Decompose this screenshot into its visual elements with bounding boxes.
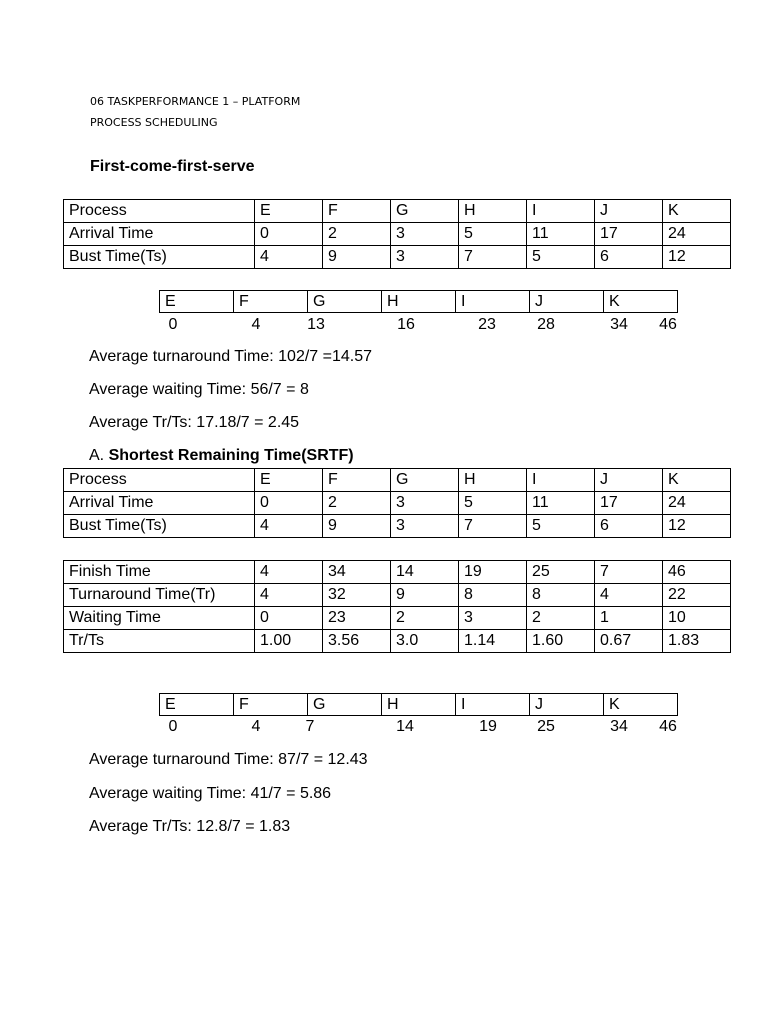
row-label-cell: Process <box>64 469 255 492</box>
table-cell: 12 <box>663 515 731 538</box>
gantt-process-cell: J <box>530 291 604 313</box>
gantt-process-cell: E <box>160 291 234 313</box>
table-cell: H <box>459 200 527 223</box>
row-label-cell: Bust Time(Ts) <box>64 515 255 538</box>
srtf-results-row <box>64 561 731 584</box>
srtf-table-body <box>64 469 731 538</box>
fcfs-table-row <box>64 246 731 269</box>
table-cell: 1.60 <box>527 630 595 653</box>
table-cell: F <box>323 469 391 492</box>
table-cell: F <box>323 200 391 223</box>
gantt-time-tick: 16 <box>397 316 415 333</box>
table-cell: 34 <box>323 561 391 584</box>
gantt-time-tick: 7 <box>305 718 315 735</box>
gantt-time-tick: 28 <box>537 316 555 333</box>
table-cell: 22 <box>663 584 731 607</box>
srtf-table-row <box>64 515 731 538</box>
gantt-process-cell: G <box>308 694 382 716</box>
table-cell: 19 <box>459 561 527 584</box>
table-cell: 5 <box>459 492 527 515</box>
gantt-process-cell: F <box>234 291 308 313</box>
table-cell: 3 <box>391 492 459 515</box>
row-label-cell: Arrival Time <box>64 492 255 515</box>
srtf-gantt-chart <box>159 693 678 716</box>
table-cell: 3 <box>391 223 459 246</box>
fcfs-process-table <box>63 199 731 269</box>
gantt-time-tick: 46 <box>659 316 677 333</box>
table-cell: 4 <box>595 584 663 607</box>
table-cell: G <box>391 469 459 492</box>
fcfs-avg-turnaround: Average turnaround Time: 102/7 =14.57 <box>89 348 373 365</box>
gantt-time-tick: 34 <box>610 316 628 333</box>
srtf-avg-turnaround: Average turnaround Time: 87/7 = 12.43 <box>89 751 368 768</box>
table-cell: 9 <box>323 515 391 538</box>
gantt-process-cell: F <box>234 694 308 716</box>
table-cell: 24 <box>663 492 731 515</box>
table-cell: 2 <box>391 607 459 630</box>
srtf-heading-prefix: A. <box>89 447 109 464</box>
table-cell: 8 <box>527 584 595 607</box>
row-label-cell: Tr/Ts <box>64 630 255 653</box>
table-cell: 3.56 <box>323 630 391 653</box>
table-cell: K <box>663 469 731 492</box>
table-cell: 25 <box>527 561 595 584</box>
gantt-process-cell: H <box>382 291 456 313</box>
table-cell: I <box>527 469 595 492</box>
table-cell: 11 <box>527 492 595 515</box>
table-cell: 3 <box>391 246 459 269</box>
gantt-process-cell: J <box>530 694 604 716</box>
table-cell: J <box>595 469 663 492</box>
gantt-process-cell: I <box>456 694 530 716</box>
table-cell: 7 <box>459 246 527 269</box>
gantt-process-cell: H <box>382 694 456 716</box>
table-cell: 23 <box>323 607 391 630</box>
table-cell: 17 <box>595 223 663 246</box>
srtf-table-row <box>64 492 731 515</box>
table-cell: 0 <box>255 223 323 246</box>
table-cell: E <box>255 200 323 223</box>
table-cell: 1.00 <box>255 630 323 653</box>
table-cell: 46 <box>663 561 731 584</box>
gantt-time-tick: 0 <box>168 316 178 333</box>
gantt-time-tick: 19 <box>479 718 497 735</box>
gantt-time-tick: 23 <box>478 316 496 333</box>
table-cell: 6 <box>595 515 663 538</box>
table-cell: G <box>391 200 459 223</box>
table-cell: 10 <box>663 607 731 630</box>
table-cell: 0.67 <box>595 630 663 653</box>
document-header-line1: 06 TASKPERFORMANCE 1 – PLATFORM <box>90 95 301 108</box>
srtf-results-row <box>64 607 731 630</box>
table-cell: 0 <box>255 492 323 515</box>
table-cell: 3 <box>391 515 459 538</box>
gantt-time-tick: 0 <box>168 718 178 735</box>
table-cell: 4 <box>255 515 323 538</box>
srtf-avg-trts: Average Tr/Ts: 12.8/7 = 1.83 <box>89 818 291 835</box>
table-cell: 4 <box>255 246 323 269</box>
gantt-process-cell: K <box>604 694 678 716</box>
gantt-time-tick: 25 <box>537 718 555 735</box>
table-cell: 8 <box>459 584 527 607</box>
srtf-heading <box>89 447 354 465</box>
gantt-process-cell: I <box>456 291 530 313</box>
srtf-avg-waiting: Average waiting Time: 41/7 = 5.86 <box>89 785 332 802</box>
fcfs-avg-trts: Average Tr/Ts: 17.18/7 = 2.45 <box>89 414 300 431</box>
srtf-results-row <box>64 630 731 653</box>
fcfs-heading: First-come-first-serve <box>90 158 255 175</box>
table-cell: 5 <box>527 246 595 269</box>
table-cell: 7 <box>459 515 527 538</box>
table-cell: 2 <box>323 492 391 515</box>
table-cell: 4 <box>255 561 323 584</box>
gantt-process-cell: G <box>308 291 382 313</box>
fcfs-table-body <box>64 200 731 269</box>
table-cell: 32 <box>323 584 391 607</box>
fcfs-gantt-row <box>160 291 678 313</box>
row-label-cell: Waiting Time <box>64 607 255 630</box>
table-cell: 12 <box>663 246 731 269</box>
gantt-time-tick: 4 <box>251 718 261 735</box>
row-label-cell: Process <box>64 200 255 223</box>
table-cell: K <box>663 200 731 223</box>
srtf-results-table <box>63 560 731 653</box>
table-cell: 2 <box>323 223 391 246</box>
fcfs-gantt-chart <box>159 290 678 313</box>
table-cell: 1.14 <box>459 630 527 653</box>
table-cell: 1 <box>595 607 663 630</box>
row-label-cell: Turnaround Time(Tr) <box>64 584 255 607</box>
srtf-table-row <box>64 469 731 492</box>
fcfs-table-row <box>64 223 731 246</box>
table-cell: 5 <box>459 223 527 246</box>
srtf-process-table <box>63 468 731 538</box>
gantt-time-tick: 4 <box>251 316 261 333</box>
table-cell: 2 <box>527 607 595 630</box>
table-cell: 6 <box>595 246 663 269</box>
table-cell: H <box>459 469 527 492</box>
table-cell: 5 <box>527 515 595 538</box>
gantt-process-cell: E <box>160 694 234 716</box>
table-cell: J <box>595 200 663 223</box>
gantt-process-cell: K <box>604 291 678 313</box>
row-label-cell: Bust Time(Ts) <box>64 246 255 269</box>
fcfs-table-row <box>64 200 731 223</box>
row-label-cell: Arrival Time <box>64 223 255 246</box>
srtf-results-body <box>64 561 731 653</box>
table-cell: 9 <box>391 584 459 607</box>
table-cell: 0 <box>255 607 323 630</box>
srtf-heading-title: Shortest Remaining Time(SRTF) <box>108 447 354 464</box>
gantt-time-tick: 13 <box>307 316 325 333</box>
table-cell: 1.83 <box>663 630 731 653</box>
table-cell: E <box>255 469 323 492</box>
table-cell: 3.0 <box>391 630 459 653</box>
table-cell: 9 <box>323 246 391 269</box>
table-cell: 11 <box>527 223 595 246</box>
table-cell: 24 <box>663 223 731 246</box>
table-cell: 14 <box>391 561 459 584</box>
gantt-time-tick: 14 <box>396 718 414 735</box>
row-label-cell: Finish Time <box>64 561 255 584</box>
table-cell: 7 <box>595 561 663 584</box>
fcfs-avg-waiting: Average waiting Time: 56/7 = 8 <box>89 381 309 398</box>
table-cell: I <box>527 200 595 223</box>
gantt-time-tick: 46 <box>659 718 677 735</box>
gantt-time-tick: 34 <box>610 718 628 735</box>
document-header-line2: PROCESS SCHEDULING <box>90 116 218 129</box>
srtf-gantt-row <box>160 694 678 716</box>
table-cell: 3 <box>459 607 527 630</box>
table-cell: 17 <box>595 492 663 515</box>
srtf-results-row <box>64 584 731 607</box>
table-cell: 4 <box>255 584 323 607</box>
